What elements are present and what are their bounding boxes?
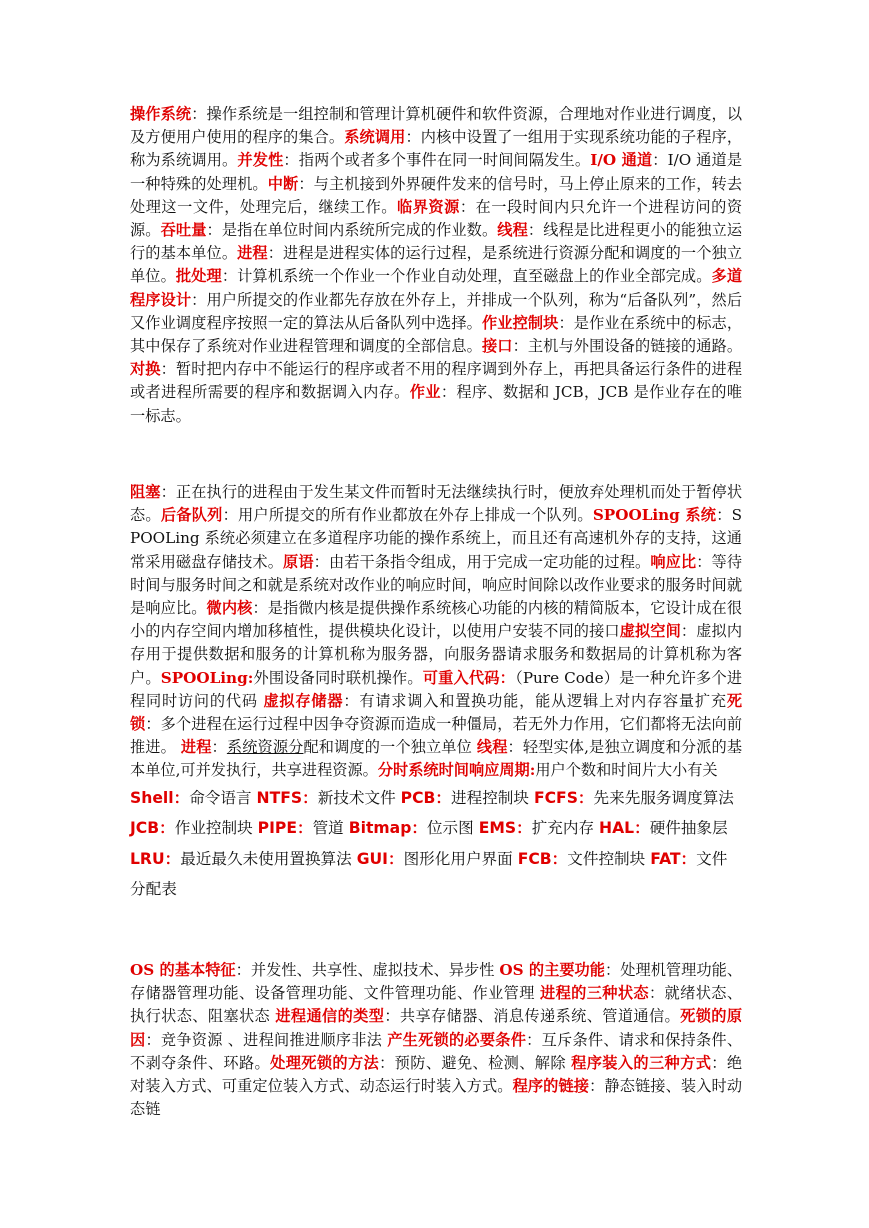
definition-text: ：在一段时间内只允许一个进程访问的资源。: [130, 197, 743, 240]
term-label: 虚拟空间: [619, 622, 681, 641]
definition-text: 位示图: [426, 819, 479, 838]
term-label: 产生死锁的必要条件: [387, 1030, 527, 1049]
term-label: 中断: [267, 174, 299, 193]
term-label: 操作系统: [130, 105, 192, 123]
definition-text: ：并发性、共享性、虚拟技术、异步性: [235, 961, 500, 979]
term-label: 作业控制块: [481, 313, 559, 332]
term-label: 处理死锁的方法: [270, 1053, 380, 1072]
definition-text: （Pure Code）是一种允许多个进程同时访问的代码: [130, 668, 743, 710]
definition-text: ：操作系统是一组控制和管理计算机硬件和软件资源，合理地对作业进行调度，以及方便用户使用的程序的集合。: [130, 105, 743, 147]
definition-text: 外围设备同时联机操作。: [253, 668, 423, 687]
definition-text: 先来先服务调度算法: [593, 788, 734, 807]
term-label: 分时系统时间响应周期:: [377, 761, 536, 780]
term-label: 临界资源: [397, 197, 460, 216]
term-label: 死锁: [130, 691, 743, 734]
definition-text: ：内核中设置了一组用于实现系统功能的子程序，称为系统调用。: [130, 128, 743, 170]
definition-text: 文件分配表: [130, 849, 728, 899]
definition-text: ：计算机系统一个作业一个作业自动处理，直至磁盘上的作业全部完成。: [221, 267, 712, 286]
definition-text: 硬件抽象层: [649, 819, 728, 838]
definition-text: ：用户所提交的作业都先存放在外存上，并排成一个队列，称为“后备队列”，然后又作业调度程序按照一定的算法从后备队列中选择。: [130, 290, 743, 332]
term-label: 多道程序设计: [130, 267, 743, 309]
definition-text: 文件控制块: [567, 849, 651, 868]
term-label: 并发性: [237, 151, 284, 170]
term-label: NTFS：: [256, 788, 318, 807]
definition-text: ：正在执行的进程由于发生某文件而暂时无法继续执行时，便放弃处理机而处于暂停状态。: [130, 483, 743, 525]
term-label: 虚拟存储器: [263, 691, 344, 710]
glossary-paragraph-2: [130, 481, 742, 905]
term-label: 可重入代码：: [422, 668, 516, 687]
definition-text: ：共享存储器、消息传递系统、管道通信。: [384, 1007, 681, 1026]
term-label: PCB：: [400, 788, 452, 807]
term-label: I/O 通道: [590, 151, 653, 170]
term-label: 进程: [237, 244, 268, 263]
definition-text: ：进程是进程实体的运行过程，是系统进行资源分配和调度的一个独立单位。: [130, 244, 743, 286]
term-label: GUI：: [356, 849, 404, 868]
definition-text: ：是指微内核是提供操作系统核心功能的内核的精简版本，它设计成在很小的内存空间内增加移植性，提供模块化设计，以使用户安装不同的接口: [130, 599, 743, 641]
definition-text: ：是指在单位时间内系统所完成的作业数。: [206, 221, 498, 240]
definition-text: ：线程是比进程更小的能独立运行的基本单位。: [130, 221, 743, 263]
abbreviation-list: [130, 783, 742, 905]
term-label: Shell：: [130, 788, 190, 807]
term-label: 线程: [497, 221, 528, 240]
definition-text: 命令语言: [189, 788, 257, 807]
paragraph-text: [130, 481, 742, 783]
definition-text: ：与主机接到外界硬件发来的信号时，马上停止原来的工作，转去处理这一文件，处理完后，继续工作。: [130, 174, 743, 216]
definition-text: ：用户所提交的所有作业都放在外存上排成一个队列。: [222, 506, 593, 525]
definition-text: 管道: [312, 819, 349, 838]
definition-text: 进程控制块: [451, 788, 534, 807]
term-label: FCFS：: [533, 788, 594, 807]
term-label: EMS：: [478, 819, 532, 838]
underlined-text: 系统资源分: [226, 738, 304, 757]
term-label: OS 的主要功能: [499, 961, 606, 979]
term-label: 线程: [476, 738, 508, 757]
definition-text: ：轻型实体,是独立调度和分派的基本单位,可并发执行，共享进程资源。: [130, 738, 743, 780]
definition-text: 扩充内存: [531, 819, 600, 838]
definition-text: ：SPOOLing 系统必须建立在多道程序功能的操作系统上，而且还有高速机外存的支持，这通常采用磁盘存储技术。: [130, 506, 743, 571]
definition-text: ：暂时把内存中不能运行的程序或者不用的程序调到外存上，再把具备运行条件的进程或者进程所需要的程序和数据调入内存。: [130, 360, 743, 402]
term-label: Bitmap：: [348, 819, 427, 838]
definition-text: ：竞争资源 、进程间推进顺序非法: [145, 1030, 388, 1049]
term-label: HAL：: [599, 819, 650, 838]
definition-text: 新技术文件: [317, 788, 401, 807]
term-label: LRU：: [130, 849, 181, 868]
definition-text: ：互斥条件、请求和保持条件、不剥夺条件、环路。: [130, 1030, 743, 1072]
definition-text: ：I/O 通道是一种特殊的处理机。: [130, 151, 743, 193]
definition-text: ：预防、避免、检测、解除: [379, 1053, 572, 1072]
term-label: 响应比: [650, 552, 697, 571]
definition-text: ：是作业在系统中的标志，其中保存了系统对作业进程管理和调度的全部信息。: [130, 313, 743, 356]
definition-text: 用户个数和时间片大小有关: [535, 761, 718, 780]
term-label: 后备队列: [160, 506, 223, 525]
term-label: 进程通信的类型: [275, 1007, 385, 1026]
term-label: 死锁的原因: [130, 1007, 743, 1049]
definition-text: 配和调度的一个独立单位: [303, 738, 477, 757]
term-label: 程序装入的三种方式: [571, 1053, 712, 1072]
definition-text: 图形化用户界面: [403, 849, 518, 868]
term-label: 系统调用: [344, 128, 406, 147]
term-label: OS 的基本特征: [130, 961, 236, 979]
definition-text: ：由若干条指令组成，用于完成一定功能的过程。: [313, 552, 651, 571]
term-label: FCB：: [517, 849, 568, 868]
definition-text: ：处理机管理功能、存储器管理功能、设备管理功能、文件管理功能、作业管理: [130, 961, 743, 1003]
glossary-paragraph-1: [130, 103, 742, 428]
term-label: 微内核: [206, 599, 253, 618]
definition-text: 作业控制块: [174, 819, 258, 838]
definition-text: ：等待时间与服务时间之和就是系统对改作业的响应时间，响应时间除以改作业要求的服务时间就是响应比。: [130, 552, 743, 618]
definition-text: ：静态链接、装入时动态链: [130, 1077, 743, 1119]
term-label: 作业: [409, 383, 441, 402]
term-label: SPOOLing:: [160, 668, 254, 687]
definition-text: ：绝对装入方式、可重定位装入方式、动态运行时装入方式。: [130, 1053, 743, 1096]
term-label: SPOOLing 系统: [592, 506, 717, 525]
term-label: 原语: [283, 552, 314, 571]
definition-text: ：有请求调入和置换功能，能从逻辑上对内存容量扩充: [343, 691, 727, 710]
definition-text: ：指两个或者多个事件在同一时间间隔发生。: [283, 151, 591, 170]
term-label: PIPE：: [257, 819, 313, 838]
definition-text: ：程序、数据和 JCB，JCB 是作业存在的唯一标志。: [130, 383, 743, 425]
definition-text: ：虚拟内存用于提供数据和服务的计算机称为服务器，向服务器请求服务和数据局的计算机称为客户。: [130, 622, 743, 687]
glossary-paragraph-3: [130, 959, 742, 1121]
term-label: JCB：: [130, 819, 175, 838]
term-label: 进程的三种状态: [540, 984, 649, 1003]
definition-text: ：就绪状态、执行状态、阻塞状态: [130, 984, 743, 1026]
definition-text: ：主机与外围设备的链接的通路。: [512, 337, 743, 356]
definition-text: 最近最久未使用置换算法: [180, 849, 357, 868]
term-label: 吞吐量: [160, 221, 207, 240]
paragraph-text: [130, 103, 742, 428]
term-label: 阻塞: [130, 483, 161, 501]
term-label: FAT：: [650, 849, 697, 868]
term-label: 批处理: [175, 267, 222, 286]
definition-text: ：多个进程在运行过程中因争夺资源而造成一种僵局，若无外力作用，它们都将无法向前推进。: [130, 715, 743, 757]
term-label: 程序的链接: [512, 1077, 590, 1096]
term-label: 进程: [180, 738, 212, 757]
definition-text: ：: [211, 738, 227, 757]
paragraph-text: [130, 959, 742, 1121]
term-label: 对换: [130, 360, 161, 379]
term-label: 接口: [481, 337, 513, 356]
